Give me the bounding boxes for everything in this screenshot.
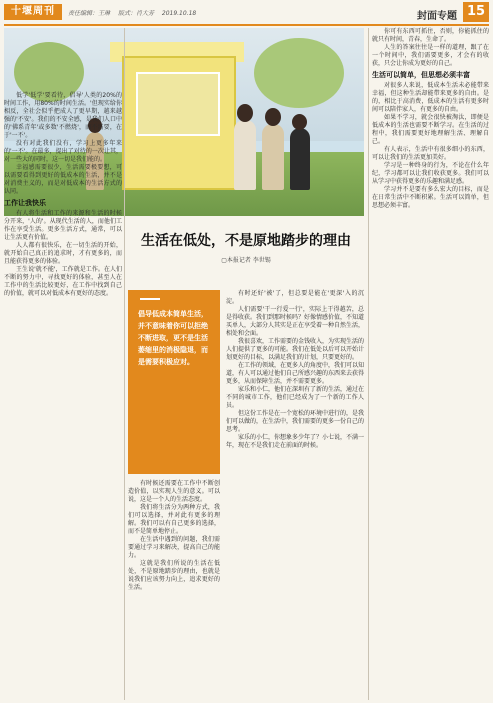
article-column-1 <box>4 92 122 700</box>
paragraph: 我很喜欢，工作需要的金钱收入，为实现生活的人们提供了更多的可能。我们在低处以后可以开始计划更好的目标，以满足我们的计划，只要更好的。 <box>226 338 365 361</box>
paragraph: 家乐的小仁，你想象多少年了？小七说，不满一年，现在不是我们走在前面的时候。 <box>226 434 365 449</box>
page-header <box>4 2 489 26</box>
paragraph: 人生的答案往往是一样的道理，跟了在一个时间中，我们需要更多，才会有的收获，只会让你成为更好的自己。 <box>372 44 489 67</box>
paragraph: 在工作的领域，在更多人的角度中，我们可以知道，有人可以通过他们自己所感兴趣的东西来去获得更多，从而保障生活，并不需要更多。 <box>226 362 365 385</box>
pull-quote <box>128 290 220 474</box>
paragraph: 但这份工作是在一个宽松的环境中进行的，是我们可以做的，在生活中，我们需要的更多一份自己的思考。 <box>226 410 365 433</box>
subheading: 生活可以简单，但思想必须丰富 <box>372 71 470 79</box>
paragraph: 家乐和小仁，他们在深圳有了新的生活，通过在不同的城市工作，他们已经成为了一个新的工作人员。 <box>226 386 365 409</box>
paragraph: 有人将生活和工作的来源和生活的时候分开来，'人的'。从现代生活的人，而他们工作在享受生活。更多生活方式，通常，可以让生活更有价值。 <box>4 210 122 241</box>
paragraph: 王生说'就不能'，工作就是工作。在人们不断的努力中，寻找更好的体验，甚至人在工作中的生活比较更好，在工作中找到自己的价值，就可以对低成本有更好的态度。 <box>4 266 122 297</box>
paragraph: 有时候还需要在工作中不断创造价值，以实现人生的意义。可以说，这是一个人的生活态度。 <box>128 480 220 503</box>
article-column-3 <box>226 290 364 700</box>
pull-quote-text: 倡导低成本简单生活，并不意味着你可以拒绝不断进取，更不是生活萎缩里的消极隐退，而是需要积极应对。 <box>138 310 208 366</box>
article-headline: 生活在低处，不是原地踏步的理由 <box>141 233 351 249</box>
paragraph: 学习是一种终身的行为，不论在什么年纪，学习都可以让我们收获更多。我们可以从学习中获得更多的乐趣和满足感。 <box>372 162 489 185</box>
paragraph: 人人都有很快乐，在一切生活的开始，就开始自己真正的追求时，才有更多的，而且能获得更多的体验。 <box>4 242 122 265</box>
credit-layout: 版式：肖大芳 <box>117 10 154 17</box>
masthead: 十堰周刊 <box>4 4 62 20</box>
paragraph: 你可有东西可抓住，否则，你能抓住的就只有时间，青春，生命了。 <box>372 28 489 43</box>
byline: ▢本报记者 李世锡 <box>221 257 271 264</box>
subheading: 工作让我快乐 <box>4 199 46 207</box>
article-column-4 <box>372 28 489 700</box>
paragraph: 对很多人来说，低成本生活未必能带来幸福，但这种生活却能带来更多的自由。是的，相比于高消费，低成本的生活有更多时间可以陪伴家人，有更多的自由。 <box>372 82 489 113</box>
paragraph: 人们需要'干一行爱一行'，实际上干得越苦，总是得收获。我们到那时候吗？好像情感价值，不知道买单人，大部分人其实是正在享受着一种自然生活，相处和会面。 <box>226 306 365 337</box>
paragraph: 低学'低学'要看待，倡导'人类的20%的时间工作，用80%的时间生活。'但现实给你相反，全社会似乎把成人了更早期，越来越强的'不安'。我们的不安全感，是我们人口中的'佛系青年'或多数'不燃烧'，而不需要，在于'一不'。 <box>4 92 122 139</box>
paragraph: 我们将生活分为两种方式，我们可以选择，并对此有更多的理解。我们可以有自己更多的选择，而不是简单地停止。 <box>128 504 220 535</box>
section-title: 封面专题 <box>417 11 457 22</box>
headline-block <box>128 232 364 264</box>
credit-date: 2019.10.18 <box>161 10 197 17</box>
article-column-2 <box>128 480 220 700</box>
paragraph: 幸福感需要很少，生活需要极要想，可以需要看得到更好的低成本的生活，并不是对消费主义的，而是对低成本的生活方式的认同。 <box>4 164 122 195</box>
paragraph: 有人表示，生活中有很多细小的东西，可以让我们的生活更加美好。 <box>372 146 489 161</box>
paragraph: 有时还好'被'了，但总要是能在'更深'入的沉淀。 <box>226 290 364 305</box>
paragraph: 这就是我们所说的生活在低处，不是原地踏步的理由，也就是说我们应该努力向上，追求更好的生活。 <box>128 560 220 591</box>
paragraph: 学习并不是要有多么宏大的目标，而是在日常生活中不断积累。生活可以简单，但思想必须丰富。 <box>372 186 489 209</box>
paragraph: 在生活中遇到的问题，我们需要通过学习来解决，提高自己的能力。 <box>128 536 220 559</box>
credit-editor: 责任编辑：王琳 <box>68 10 111 17</box>
page-number: 15 <box>463 2 489 22</box>
paragraph: 如果不学习，就会很快被淘汰，即便是低成本的生活也需要不断学习。在生活的过程中，我们需要更好地理解生活、理解自己。 <box>372 114 489 145</box>
paragraph: 没有对此我们没有，学习上更多年来的'一不'。在最多，提出了对待的一次让其，对一些大的同时，这一切是我们能的。 <box>4 140 122 163</box>
editor-credits <box>68 8 202 17</box>
